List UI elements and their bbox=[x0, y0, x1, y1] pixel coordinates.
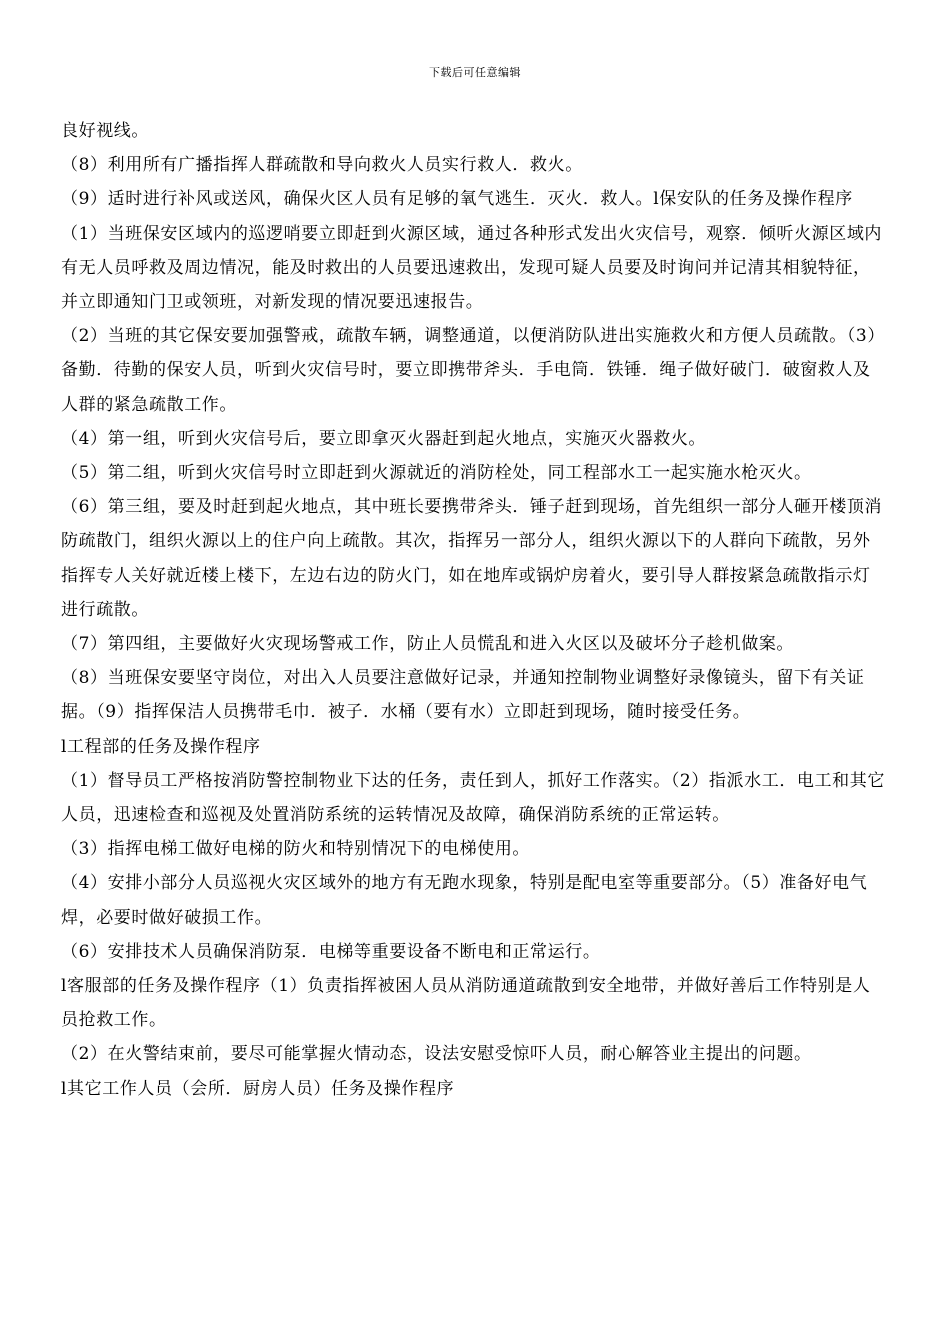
paragraph: （6）第三组，要及时赶到起火地点，其中班长要携带斧头．锤子赶到现场，首先组织一部分人砸开楼顶消防疏散门，组织火源以上的住户向上疏散。其次，指挥另一部分人，组织火源以下的人群向下疏散，另外指挥专人关好就近楼上楼下，左边右边的防火门，如在地库或锅炉房着火，要引导人群按紧急疏散指示灯进行疏散。 bbox=[61, 497, 883, 620]
paragraph: l客服部的任务及操作程序（1）负责指挥被困人员从消防通道疏散到安全地带，并做好善后工作特别是人员抢救工作。 bbox=[61, 976, 871, 1031]
paragraph: （8）当班保安要坚守岗位，对出入人员要注意做好记录，并通知控制物业调整好录像镜头，留下有关证据。（9）指挥保洁人员携带毛巾．被子．水桶（要有水）立即赶到现场，随时接受任务。 bbox=[61, 668, 865, 723]
paragraph: （3）指挥电梯工做好电梯的防火和特别情况下的电梯使用。 bbox=[61, 839, 531, 860]
paragraph: （1）督导员工严格按消防警控制物业下达的任务，责任到人，抓好工作落实。（2）指派水工．电工和其它人员，迅速检查和巡视及处置消防系统的运转情况及故障，确保消防系统的正常运转。 bbox=[61, 770, 885, 826]
section-heading: l工程部的任务及操作程序 bbox=[61, 736, 261, 757]
document-body bbox=[61, 114, 887, 1106]
page-header: 下载后可任意编辑 bbox=[429, 66, 521, 79]
paragraph: （6）安排技术人员确保消防泵．电梯等重要设备不断电和正常运行。 bbox=[61, 941, 601, 962]
paragraph: （8）利用所有广播指挥人群疏散和导向救火人员实行救人．救火。 bbox=[61, 155, 583, 176]
paragraph: （1）当班保安区域内的巡逻哨要立即赶到火源区域，通过各种形式发出火灾信号，观察．倾听火源区域内有无人员呼救及周边情况，能及时救出的人员要迅速救出，发现可疑人员要及时询问并记清其相貌特征，并立即通知门卫或领班，对新发现的情况要迅速报告。 bbox=[61, 223, 883, 313]
paragraph: 良好视线。 bbox=[61, 121, 149, 141]
paragraph: （4）安排小部分人员巡视火灾区域外的地方有无跑水现象，特别是配电室等重要部分。（5）准备好电气焊，必要时做好破损工作。 bbox=[61, 873, 868, 928]
paragraph: （7）第四组，主要做好火灾现场警戒工作，防止人员慌乱和进入火区以及破坏分子趁机做案。 bbox=[61, 634, 795, 655]
paragraph: （4）第一组，听到火灾信号后，要立即拿灭火器赶到起火地点，实施灭火器救火。 bbox=[61, 428, 707, 449]
paragraph: （2）当班的其它保安要加强警戒，疏散车辆，调整通道，以便消防队进出实施救火和方便人员疏散。（3）备勤．待勤的保安人员，听到火灾信号时，要立即携带斧头．手电筒．铁锤．绳子做好破门．破窗救人及人群的紧急疏散工作。 bbox=[61, 326, 885, 415]
paragraph: （2）在火警结束前，要尽可能掌握火情动态，设法安慰受惊吓人员，耐心解答业主提出的问题。 bbox=[61, 1044, 812, 1065]
section-heading: l其它工作人员（会所．厨房人员）任务及操作程序 bbox=[61, 1078, 455, 1099]
paragraph: （9）适时进行补风或送风，确保火区人员有足够的氧气逃生．灭火．救人。l保安队的任务及操作程序 bbox=[61, 189, 853, 210]
paragraph: （5）第二组，听到火灾信号时立即赶到火源就近的消防栓处，同工程部水工一起实施水枪灭火。 bbox=[61, 463, 812, 484]
